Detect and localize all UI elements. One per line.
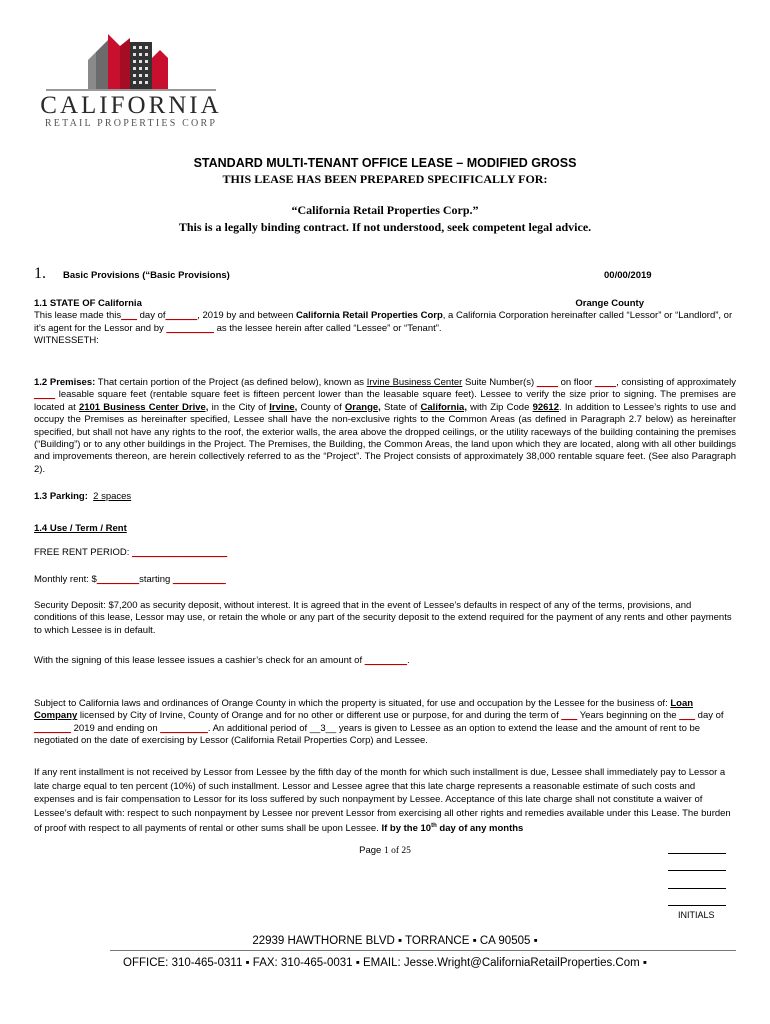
check-text: With the signing of this lease lessee issues a cashier’s check for an amount of	[34, 655, 365, 666]
initials-line[interactable]	[668, 888, 726, 889]
contact-info: OFFICE: 310-465-0311 ▪ FAX: 310-465-0031 ▪ EMAIL: Jesse.Wright@CaliforniaRetailProperties.Com ▪	[123, 957, 647, 969]
page-label: Page	[359, 845, 384, 856]
document-subtitle: THIS LEASE HAS BEEN PREPARED SPECIFICALLY FOR:	[222, 172, 548, 186]
section-number: 1.	[34, 265, 46, 282]
section-title: Basic Provisions (“Basic Provisions)	[63, 270, 230, 281]
county-value: Orange,	[344, 401, 381, 413]
clause-text: licensed by City of Irvine, County of Orange and for no other or different use or purpose, for and during the term of	[77, 710, 562, 722]
clause-text: . An additional period of __3__ years is given to Lessee as an option to extend the lease and the amount of rent to be negotiated on the date of exercising by Lessor (California Retail Properties Corp) and Lessee.	[34, 722, 701, 747]
late-bold-text: If by the 10	[381, 823, 432, 835]
section-date: 00/00/2019	[604, 270, 652, 281]
clause-text: in the City of	[208, 401, 270, 413]
clause-text: If any rent installment is not received by Lessor from Lessee by the fifth day of the month for which such installment is due, Lessee shall immediately pay to Lessor a late charge equal to ten percent (10%) of such installment. Lessor and Lessee agree that this late charge represents a reasonable estimate of such costs and expenses and is fair compensation to Lessor for its loss suffered by such nonpayment by Lessee. Acceptance of this late charge shall not constitute a waiver of Lessee’s default with: respect to such nonpayment by Lessee nor prevent Lessor from exercising all other rights and remedies available under this Lease. The burden of proof with respect to all payments of rental or other sums shall be upon Lessee.	[34, 767, 731, 835]
clause-1-4-title: 1.4 Use / Term / Rent	[34, 523, 127, 534]
cashier-check-row	[34, 655, 736, 667]
clause-1-4-heading	[34, 523, 736, 535]
page-of: of	[388, 846, 402, 856]
clause-text: That certain portion of the Project (as defined below), known as	[95, 377, 367, 388]
state-value: California,	[420, 401, 467, 413]
premises-address: 2101 Business Center Drive,	[78, 401, 209, 413]
rent-label: Monthly rent: $	[34, 574, 97, 585]
clause-1-1	[34, 298, 736, 348]
month-blank: ______	[165, 310, 198, 322]
initials-line[interactable]	[668, 870, 726, 871]
clause-text: leasable square feet (rentable square feet is fifteen percent lower than the leasable square feet). Lessee to verify the size prior to signing. The premises are located at	[34, 389, 736, 413]
parking-value: 2 spaces	[93, 491, 132, 502]
floor-blank: ____	[594, 377, 617, 388]
clause-text: , consisting of approximately	[616, 377, 736, 388]
logo-name: CALIFORNIA	[40, 92, 222, 119]
late-charge-text	[34, 766, 736, 836]
clause-text: . In addition to Lessee’s rights to use and occupy the Premises as hereinafter specified, Lessee shall have the non-exclusive rights to the Common Areas (as defined in Paragraph 2.7 below) as hereinafter specified, but shall not have any rights to the roof, the exterior walls, the area above the dropped ceilings, or the utility raceways of the building containing the premises (“Building”) or to any other buildings in the Project. The Premises, the Building, the Common Areas, the land upon which they are located, along with all other buildings and improvements thereon, are herein collectively referred to as the “Project”. The Project consists of approximately 38,000 rentable square feet. (See also Paragraph 2).	[34, 401, 736, 475]
suite-blank: ____	[536, 377, 558, 388]
clause-text: as the lessee herein after called “Lessee” or “Tenant”.	[213, 322, 442, 334]
free-rent-blank: __________________	[132, 547, 228, 558]
end-date-blank: _________	[160, 722, 208, 734]
document-title: STANDARD MULTI-TENANT OFFICE LEASE – MODIFIED GROSS	[193, 156, 577, 170]
clause-text: , 2019 by and between	[197, 310, 296, 322]
clause-text: with Zip Code	[466, 401, 533, 413]
clause-text: 2019 and ending on	[70, 722, 161, 734]
clause-text: Subject to California laws and ordinances of Orange County in which the property is situated, for use and occupation by the Lessee for the business of:	[34, 698, 671, 709]
clause-1-2	[34, 377, 736, 476]
initials-line[interactable]	[668, 853, 726, 854]
day-blank: ___	[121, 310, 137, 322]
footer-divider	[110, 950, 736, 951]
sqft-blank: ____	[34, 389, 56, 401]
superscript: th	[431, 823, 437, 829]
clause-text: day of	[695, 710, 724, 722]
clause-text: day of	[136, 310, 166, 322]
lessee-blank: _________	[166, 322, 214, 334]
county-label: Orange County	[575, 298, 644, 309]
clause-1-3-heading: 1.3 Parking:	[34, 491, 88, 502]
clause-text: State of	[380, 401, 421, 413]
clause-1-3	[34, 491, 736, 503]
company-logo-icon	[36, 30, 226, 92]
party-name: “California Retail Properties Corp.”	[291, 203, 479, 217]
free-rent-row	[34, 547, 736, 559]
company-name: California Retail Properties Corp	[296, 310, 443, 322]
page-total: 25	[401, 846, 411, 856]
page-number	[0, 845, 770, 856]
monthly-rent-row	[34, 574, 736, 586]
project-name: Irvine Business Center	[366, 377, 463, 388]
clause-text: on floor	[557, 377, 595, 388]
clause-text: This lease made this	[34, 310, 122, 322]
clause-text: County of	[297, 401, 345, 413]
initials-label: INITIALS	[678, 910, 715, 920]
page-current: 1	[383, 846, 389, 856]
zip-value: 92612	[532, 401, 559, 413]
witnesseth: WITNESSETH:	[34, 335, 99, 347]
legal-warning: This is a legally binding contract. If not understood, seek competent legal advice.	[178, 220, 592, 234]
initials-line[interactable]	[668, 905, 726, 906]
term-years-blank: ___	[561, 710, 578, 722]
starting-label: starting	[139, 574, 173, 585]
clause-text: Years beginning on the	[577, 710, 680, 722]
clause-1-2-heading: 1.2 Premises:	[34, 377, 96, 388]
city-value: Irvine,	[269, 401, 298, 413]
office-address: 22939 HAWTHORNE BLVD ▪ TORRANCE ▪ CA 90505 ▪	[252, 935, 538, 947]
begin-day-blank: ___	[679, 710, 696, 722]
check-blank: ________	[364, 655, 408, 666]
late-bold-text: day of any months	[436, 823, 524, 835]
logo-subtitle: RETAIL PROPERTIES CORP	[44, 118, 218, 129]
begin-month-blank: _______	[34, 722, 71, 734]
starting-blank: __________	[172, 574, 226, 585]
free-rent-label: FREE RENT PERIOD:	[34, 547, 133, 558]
business-type: Loan Company	[34, 698, 694, 722]
use-term-text	[34, 698, 736, 748]
clause-text: , a California Corporation hereinafter called “Lessor” or “Landlord”, or it’s agent for the Lessor and by	[34, 310, 733, 334]
rent-blank: ________	[96, 574, 140, 585]
security-deposit-text: Security Deposit: $7,200 as security deposit, without interest. It is agreed that in the event of Lessee’s defaults in respect of any of the terms, provisions, and conditions of this lease, Lessor may use, or retain the whole or any part of the security deposit to the extend required for the payment of any rents and other payments to which Lessee is in default.	[34, 600, 732, 636]
check-end: .	[407, 655, 410, 666]
clause-text: Suite Number(s)	[462, 377, 537, 388]
clause-1-1-heading: 1.1 STATE OF California	[34, 298, 142, 309]
